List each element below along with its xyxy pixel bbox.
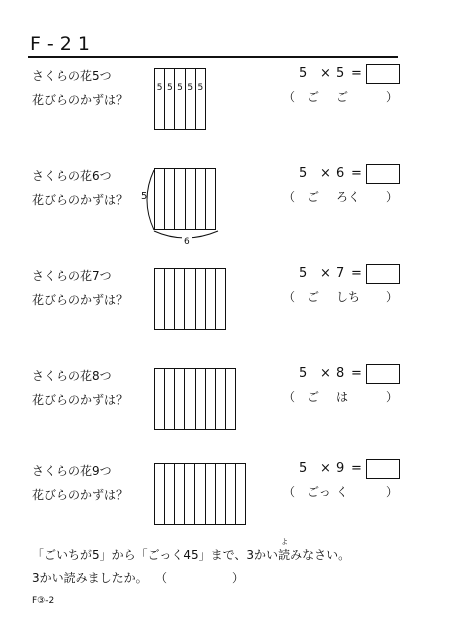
cell-label: 5: [187, 83, 194, 93]
header-rule: [28, 56, 398, 58]
multiplier: 5: [336, 66, 345, 81]
furigana-yo: よ: [281, 538, 289, 546]
question-line-2: 花びらのかずは？: [32, 393, 129, 407]
instruction-text-before: 「ごいちが5」から「ごっく45」まで、3かい: [32, 548, 279, 562]
petal-column: [175, 269, 185, 329]
petal-column: [175, 69, 185, 129]
petal-column: [175, 369, 185, 429]
question-line-2: 花びらのかずは？: [32, 193, 129, 207]
times-sign: ×: [320, 266, 331, 281]
read-check-close: ）: [232, 571, 245, 585]
petal-column: [165, 369, 175, 429]
answer-box[interactable]: [366, 459, 400, 479]
reading-second: しち: [336, 290, 361, 304]
instruction-text-after: みなさい。: [290, 548, 351, 562]
reading-second: ろく: [336, 190, 361, 204]
reading-first: ごっ: [307, 485, 331, 499]
equals-sign: =: [351, 366, 362, 381]
multiplier: 6: [336, 166, 345, 181]
question-line-2: 花びらのかずは？: [32, 93, 129, 107]
petal-column: [226, 369, 235, 429]
reading-second: ご: [336, 90, 349, 104]
petal-column: [206, 369, 216, 429]
petal-column: [206, 269, 216, 329]
petal-column: [186, 169, 196, 229]
answer-box[interactable]: [366, 164, 400, 184]
multiplier: 9: [336, 461, 345, 476]
reading-open-paren: （: [283, 485, 296, 499]
read-count-question: 3かい読みましたか。: [32, 571, 148, 585]
reading-close-paren: ）: [386, 485, 399, 499]
question-line-1: さくらの花9つ: [32, 464, 112, 478]
reading-close-paren: ）: [386, 190, 399, 204]
petal-column: [155, 269, 165, 329]
question-line-1: さくらの花6つ: [32, 169, 112, 183]
question-line-2: 花びらのかずは？: [32, 293, 129, 307]
petal-column: [165, 169, 175, 229]
cell-label: 5: [166, 83, 173, 93]
petal-column: [175, 464, 185, 524]
petal-column: [206, 169, 215, 229]
petal-column: [226, 464, 236, 524]
petal-column: [165, 464, 175, 524]
petal-column: [185, 369, 195, 429]
reading-first: ご: [307, 90, 320, 104]
petal-column: [196, 69, 205, 129]
reading-open-paren: （: [283, 290, 296, 304]
answer-box[interactable]: [366, 64, 400, 84]
instruction-line-2: [32, 569, 148, 586]
petal-column: [186, 69, 196, 129]
petal-column: [155, 369, 165, 429]
question-line-1: さくらの花5つ: [32, 69, 112, 83]
multiplicand: 5: [299, 66, 308, 81]
multiplier: 8: [336, 366, 345, 381]
multiplier: 7: [336, 266, 345, 281]
multiplicand: 5: [299, 366, 308, 381]
petal-column: [165, 269, 175, 329]
multiplicand: 5: [299, 166, 308, 181]
answer-box[interactable]: [366, 364, 400, 384]
petal-column: [155, 69, 165, 129]
times-sign: ×: [320, 461, 331, 476]
question-line-2: 花びらのかずは？: [32, 488, 129, 502]
times-sign: ×: [320, 366, 331, 381]
equals-sign: =: [351, 266, 362, 281]
instruction-line-1: [32, 538, 351, 563]
reading-open-paren: （: [283, 390, 296, 404]
petal-column: [196, 169, 206, 229]
reading-first: ご: [307, 290, 320, 304]
petal-grid: [154, 268, 226, 330]
multiplicand: 5: [299, 266, 308, 281]
petal-column: [196, 369, 206, 429]
answer-box[interactable]: [366, 264, 400, 284]
cell-label: 5: [177, 83, 183, 93]
petal-column: [216, 369, 226, 429]
petal-column: [216, 464, 226, 524]
petal-grid: [154, 368, 236, 430]
petal-column: [175, 169, 185, 229]
cell-label: 5: [156, 83, 163, 93]
reading-open-paren: （: [283, 90, 296, 104]
side-label: 5: [141, 191, 148, 202]
times-sign: ×: [320, 66, 331, 81]
petal-column: [185, 269, 195, 329]
petal-column: [216, 269, 225, 329]
times-sign: ×: [320, 166, 331, 181]
petal-column: [196, 269, 206, 329]
reading-second: く: [336, 485, 349, 499]
equals-sign: =: [351, 166, 362, 181]
petal-column: [206, 464, 216, 524]
bottom-label: 6: [184, 237, 190, 247]
question-line-1: さくらの花7つ: [32, 269, 112, 283]
petal-column: [236, 464, 245, 524]
footer-code: F③-2: [32, 596, 55, 606]
read-kanji: 読: [278, 548, 291, 562]
multiplicand: 5: [299, 461, 308, 476]
petal-column: [195, 464, 205, 524]
equals-sign: =: [351, 66, 362, 81]
petal-column: [155, 464, 165, 524]
reading-first: ご: [307, 190, 320, 204]
petal-grid: [154, 68, 206, 130]
read-kanji-wrap: [278, 538, 291, 563]
reading-first: ご: [307, 390, 320, 404]
petal-column: [185, 464, 195, 524]
petal-grid: [154, 463, 246, 525]
petal-column: [165, 69, 175, 129]
cell-label: 5: [197, 83, 204, 93]
read-check-answer-field[interactable]: [180, 566, 232, 586]
question-line-1: さくらの花8つ: [32, 369, 112, 383]
equals-sign: =: [351, 461, 362, 476]
reading-close-paren: ）: [386, 290, 399, 304]
reading-second: は: [336, 390, 349, 404]
reading-close-paren: ）: [386, 90, 399, 104]
reading-open-paren: （: [283, 190, 296, 204]
read-check-open: （: [155, 571, 168, 585]
worksheet-code: F-21: [30, 33, 96, 55]
reading-close-paren: ）: [386, 390, 399, 404]
